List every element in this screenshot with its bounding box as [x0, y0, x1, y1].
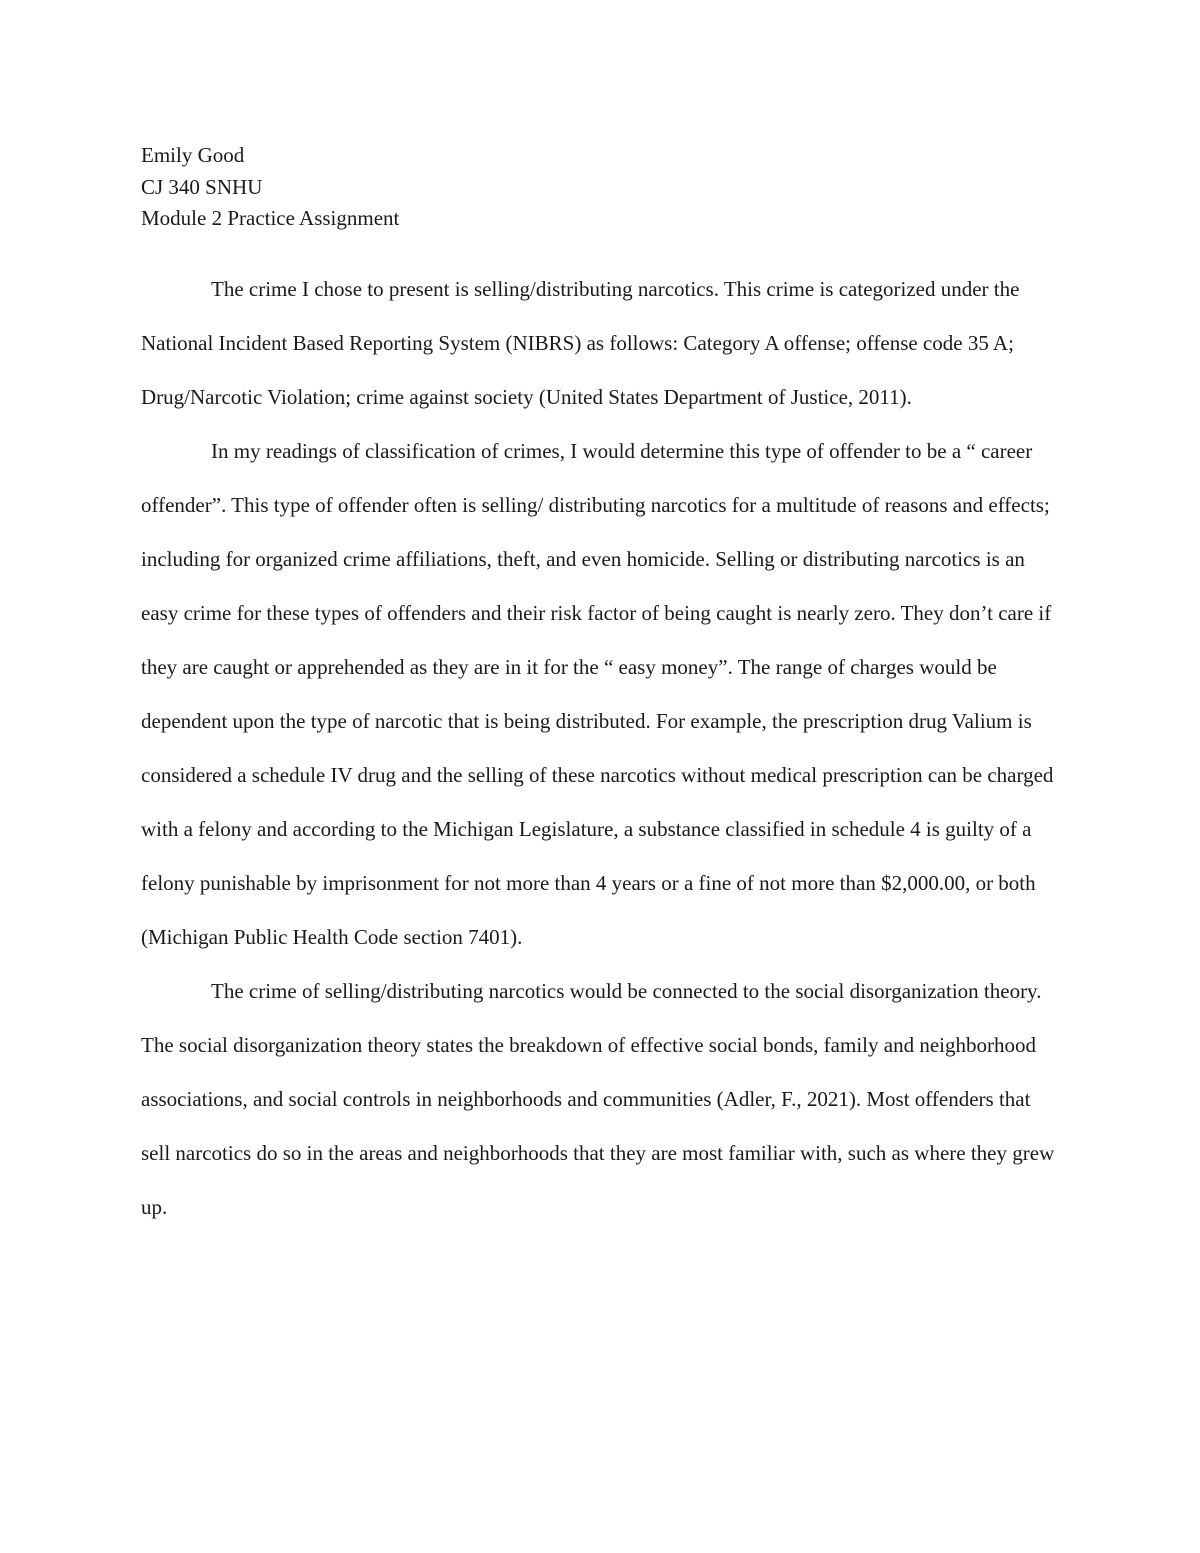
document-body	[141, 262, 1059, 1234]
paragraph-social-disorganization: The crime of selling/distributing narcotics would be connected to the social disorganization theory. The social disorganization theory states the breakdown of effective social bonds, family and neighborhood associations, and social controls in neighborhoods and communities (Adler, F., 2021). Most offenders that sell narcotics do so in the areas and neighborhoods that they are most familiar with, such as where they grew up.	[141, 979, 1055, 1219]
paragraph-nibrs-classification: The crime I chose to present is selling/distributing narcotics. This crime is categorized under the National Incident Based Reporting System (NIBRS) as follows: Category A offense; offense code 35 A; Drug/Narcotic Violation; crime against society (United States Department of Justice, 2011).	[141, 277, 1020, 409]
author-name: Emily Good	[141, 143, 245, 167]
paragraph-career-offender: In my readings of classification of crimes, I would determine this type of offender to be a “ career offender”. This type of offender often is selling/ distributing narcotics for a multitude of reasons and effects; including for organized crime affiliations, theft, and even homicide. Selling or distributing narcotics is an easy crime for these types of offenders and their risk factor of being caught is nearly zero. They don’t care if they are caught or apprehended as they are in it for the “ easy money”. The range of charges would be dependent upon the type of narcotic that is being distributed. For example, the prescription drug Valium is considered a schedule IV drug and the selling of these narcotics without medical prescription can be charged with a felony and according to the Michigan Legislature, a substance classified in schedule 4 is guilty of a felony punishable by imprisonment for not more than 4 years or a fine of not more than $2,000.00, or both (Michigan Public Health Code section 7401).	[141, 439, 1054, 949]
document-header	[141, 140, 1061, 235]
course-name: CJ 340 SNHU	[141, 174, 263, 199]
assignment-title: Module 2 Practice Assignment	[141, 206, 400, 230]
